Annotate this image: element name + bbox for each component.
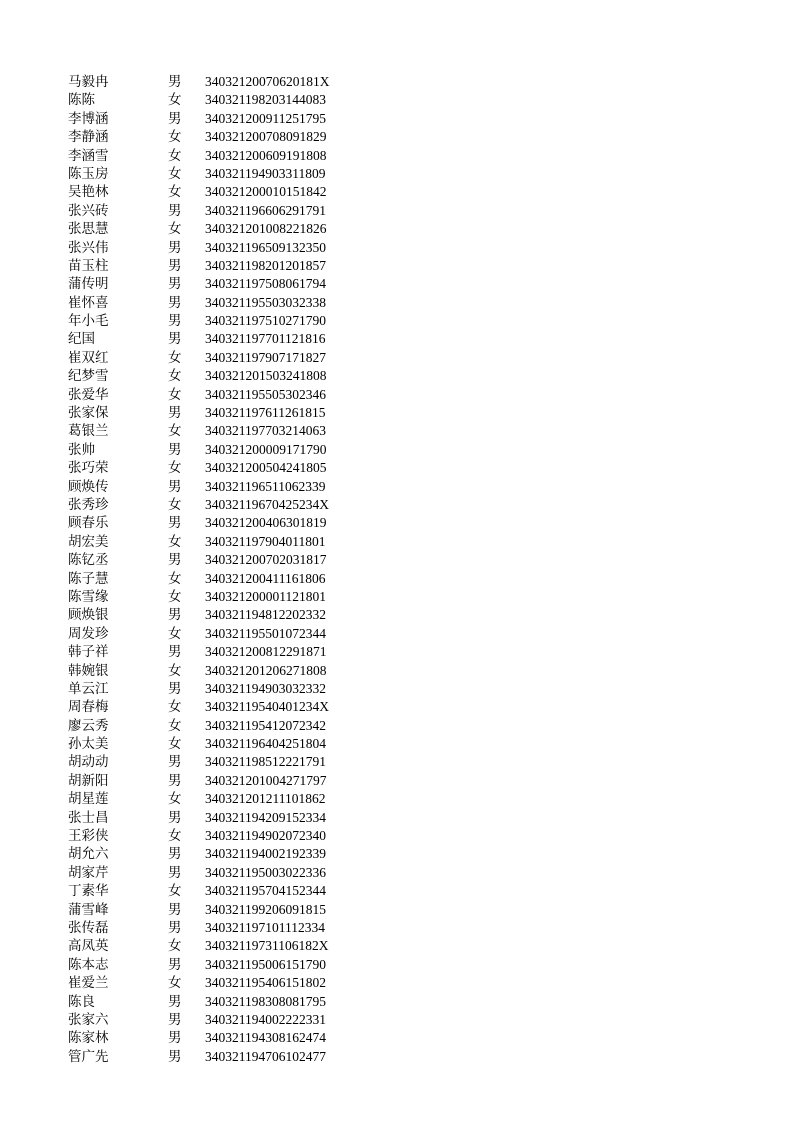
- id-number-cell: 340321194706102477: [205, 1048, 326, 1064]
- name-cell: 顾焕传: [68, 478, 109, 495]
- gender-cell: 男: [168, 257, 182, 274]
- table-row: [0, 110, 793, 128]
- id-number-cell: 340321194902072340: [205, 828, 326, 844]
- name-cell: 胡动动: [68, 754, 109, 771]
- table-row: [0, 643, 793, 661]
- gender-cell: 女: [168, 662, 182, 679]
- table-row: [0, 441, 793, 459]
- name-cell: 纪梦雪: [68, 368, 109, 385]
- gender-cell: 女: [168, 883, 182, 900]
- id-number-cell: 340321197703214063: [205, 423, 326, 439]
- name-cell: 陈钇丞: [68, 552, 109, 569]
- name-cell: 张秀珍: [68, 496, 109, 513]
- table-row: [0, 1029, 793, 1047]
- name-cell: 陈家林: [68, 1030, 109, 1047]
- table-row: [0, 588, 793, 606]
- name-cell: 张传磊: [68, 919, 109, 936]
- table-row: [0, 551, 793, 569]
- name-cell: 崔怀喜: [68, 294, 109, 311]
- id-number-cell: 340321201008221826: [205, 221, 327, 237]
- name-cell: 单云江: [68, 680, 109, 697]
- id-number-cell: 340321194002222331: [205, 1011, 326, 1027]
- table-row: [0, 864, 793, 882]
- table-row: [0, 183, 793, 201]
- id-number-cell: 340321197611261815: [205, 405, 326, 421]
- id-number-cell: 340321196606291791: [205, 202, 326, 218]
- table-row: [0, 459, 793, 477]
- table-row: [0, 275, 793, 293]
- id-number-cell: 340321197701121816: [205, 331, 326, 347]
- name-cell: 廖云秀: [68, 717, 109, 734]
- name-cell: 管广先: [68, 1048, 109, 1065]
- table-row: [0, 937, 793, 955]
- name-cell: 李静涵: [68, 129, 109, 146]
- gender-cell: 男: [168, 644, 182, 661]
- gender-cell: 男: [168, 276, 182, 293]
- gender-cell: 女: [168, 184, 182, 201]
- gender-cell: 男: [168, 956, 182, 973]
- gender-cell: 男: [168, 294, 182, 311]
- gender-cell: 女: [168, 975, 182, 992]
- table-row: [0, 294, 793, 312]
- name-cell: 崔双红: [68, 349, 109, 366]
- id-number-cell: 340321200702031817: [205, 552, 327, 568]
- name-cell: 马毅冉: [68, 74, 109, 90]
- id-number-cell: 340321197907171827: [205, 349, 326, 365]
- table-row: [0, 974, 793, 992]
- gender-cell: 男: [168, 1030, 182, 1047]
- name-cell: 顾春乐: [68, 515, 109, 532]
- name-cell: 周春梅: [68, 699, 109, 716]
- table-row: [0, 1048, 793, 1066]
- gender-cell: 女: [168, 165, 182, 182]
- gender-cell: 男: [168, 1048, 182, 1065]
- name-cell: 陈良: [68, 993, 95, 1010]
- table-row: [0, 809, 793, 827]
- name-cell: 胡允六: [68, 846, 109, 863]
- id-number-cell: 340321201503241808: [205, 368, 327, 384]
- table-row: [0, 662, 793, 680]
- name-cell: 李博涵: [68, 110, 109, 127]
- gender-cell: 女: [168, 699, 182, 716]
- name-cell: 张巧荣: [68, 460, 109, 477]
- name-cell: 陈本志: [68, 956, 109, 973]
- table-row: [0, 367, 793, 385]
- gender-cell: 女: [168, 791, 182, 808]
- table-row: [0, 239, 793, 257]
- name-cell: 蒲雪峰: [68, 901, 109, 918]
- name-cell: 陈雪缘: [68, 588, 109, 605]
- gender-cell: 男: [168, 441, 182, 458]
- table-row: [0, 422, 793, 440]
- name-cell: 蒲传明: [68, 276, 109, 293]
- name-cell: 胡宏美: [68, 533, 109, 550]
- gender-cell: 男: [168, 754, 182, 771]
- name-cell: 张帅: [68, 441, 95, 458]
- name-cell: 吴艳林: [68, 184, 109, 201]
- gender-cell: 女: [168, 368, 182, 385]
- id-number-cell: 340321194308162474: [205, 1030, 326, 1046]
- gender-cell: 女: [168, 533, 182, 550]
- gender-cell: 女: [168, 496, 182, 513]
- name-cell: 张爱华: [68, 386, 109, 403]
- name-cell: 孙太美: [68, 736, 109, 753]
- name-cell: 张兴砖: [68, 202, 109, 219]
- gender-cell: 女: [168, 717, 182, 734]
- id-number-cell: 340321200708091829: [205, 129, 327, 145]
- table-row: [0, 404, 793, 422]
- name-cell: 纪国: [68, 331, 95, 348]
- name-cell: 丁素华: [68, 883, 109, 900]
- gender-cell: 男: [168, 331, 182, 348]
- id-number-cell: 340321200009171790: [205, 441, 327, 457]
- gender-cell: 男: [168, 864, 182, 881]
- table-row: [0, 496, 793, 514]
- table-row: [0, 220, 793, 238]
- table-row: [0, 570, 793, 588]
- name-cell: 张家保: [68, 405, 109, 422]
- id-number-cell: 340321195003022336: [205, 864, 326, 880]
- id-number-cell: 340321196509132350: [205, 239, 326, 255]
- id-number-cell: 340321195406151802: [205, 975, 326, 991]
- id-number-cell: 340321200504241805: [205, 460, 327, 476]
- name-cell: 崔爱兰: [68, 975, 109, 992]
- id-number-cell: 340321194812202332: [205, 607, 326, 623]
- table-row: [0, 478, 793, 496]
- id-number-cell: 340321196511062339: [205, 478, 326, 494]
- id-number-cell: 340321200411161806: [205, 570, 326, 586]
- name-cell: 陈陈: [68, 92, 95, 109]
- table-row: [0, 625, 793, 643]
- gender-cell: 男: [168, 846, 182, 863]
- table-row: [0, 680, 793, 698]
- id-number-cell: 340321201004271797: [205, 772, 327, 788]
- id-number-cell: 340321200609191808: [205, 147, 327, 163]
- id-number-cell: 340321198203144083: [205, 92, 326, 108]
- gender-cell: 女: [168, 938, 182, 955]
- id-number-cell: 340321198308081795: [205, 993, 326, 1009]
- name-cell: 张思慧: [68, 221, 109, 238]
- table-row: [0, 882, 793, 900]
- gender-cell: 男: [168, 772, 182, 789]
- id-number-cell: 340321198512221791: [205, 754, 326, 770]
- id-number-cell: 340321195501072344: [205, 625, 326, 641]
- id-number-cell: 340321199206091815: [205, 901, 326, 917]
- gender-cell: 男: [168, 809, 182, 826]
- name-cell: 年小毛: [68, 313, 109, 330]
- id-number-cell: 340321200010151842: [205, 184, 327, 200]
- gender-cell: 男: [168, 313, 182, 330]
- id-number-cell: 340321194903032332: [205, 680, 326, 696]
- table-row: [0, 735, 793, 753]
- gender-cell: 男: [168, 239, 182, 256]
- id-number-cell: 340321194209152334: [205, 809, 326, 825]
- gender-cell: 女: [168, 129, 182, 146]
- table-row: [0, 993, 793, 1011]
- gender-cell: 男: [168, 919, 182, 936]
- name-cell: 胡新阳: [68, 772, 109, 789]
- gender-cell: 女: [168, 147, 182, 164]
- gender-cell: 女: [168, 92, 182, 109]
- table-row: [0, 349, 793, 367]
- id-number-cell: 340321194903311809: [205, 165, 326, 181]
- id-number-cell: 340321197904011801: [205, 533, 326, 549]
- name-cell: 韩婉银: [68, 662, 109, 679]
- gender-cell: 女: [168, 386, 182, 403]
- id-number-cell: 340321195704152344: [205, 883, 326, 899]
- name-cell: 韩子祥: [68, 644, 109, 661]
- id-number-cell: 34032119731106182X: [205, 938, 329, 954]
- table-row: [0, 73, 793, 91]
- gender-cell: 女: [168, 423, 182, 440]
- name-cell: 顾焕银: [68, 607, 109, 624]
- table-row: [0, 919, 793, 937]
- table-row: [0, 845, 793, 863]
- table-row: [0, 257, 793, 275]
- table-row: [0, 827, 793, 845]
- gender-cell: 女: [168, 460, 182, 477]
- id-number-cell: 340321195505302346: [205, 386, 326, 402]
- table-row: [0, 533, 793, 551]
- table-row: [0, 128, 793, 146]
- table-row: [0, 606, 793, 624]
- gender-cell: 女: [168, 349, 182, 366]
- id-number-cell: 340321195412072342: [205, 717, 326, 733]
- id-number-cell: 340321195006151790: [205, 956, 326, 972]
- table-row: [0, 901, 793, 919]
- gender-cell: 男: [168, 405, 182, 422]
- table-row: [0, 717, 793, 735]
- gender-cell: 女: [168, 828, 182, 845]
- table-row: [0, 1011, 793, 1029]
- table-row: [0, 202, 793, 220]
- gender-cell: 男: [168, 552, 182, 569]
- gender-cell: 男: [168, 607, 182, 624]
- gender-cell: 女: [168, 625, 182, 642]
- id-number-cell: 340321200406301819: [205, 515, 327, 531]
- id-number-cell: 340321200001121801: [205, 588, 326, 604]
- name-cell: 张兴伟: [68, 239, 109, 256]
- table-row: [0, 386, 793, 404]
- id-number-cell: 34032119540401234X: [205, 699, 329, 715]
- gender-cell: 男: [168, 1011, 182, 1028]
- record-list: [0, 73, 793, 1066]
- gender-cell: 女: [168, 588, 182, 605]
- id-number-cell: 340321194002192339: [205, 846, 326, 862]
- id-number-cell: 340321201206271808: [205, 662, 327, 678]
- name-cell: 胡星莲: [68, 791, 109, 808]
- name-cell: 苗玉柱: [68, 257, 109, 274]
- gender-cell: 男: [168, 515, 182, 532]
- id-number-cell: 340321196404251804: [205, 736, 326, 752]
- table-row: [0, 91, 793, 109]
- gender-cell: 男: [168, 680, 182, 697]
- table-row: [0, 514, 793, 532]
- name-cell: 胡家芹: [68, 864, 109, 881]
- gender-cell: 男: [168, 110, 182, 127]
- table-row: [0, 330, 793, 348]
- gender-cell: 男: [168, 993, 182, 1010]
- table-row: [0, 790, 793, 808]
- name-cell: 王彩侠: [68, 828, 109, 845]
- table-row: [0, 147, 793, 165]
- id-number-cell: 340321198201201857: [205, 257, 326, 273]
- gender-cell: 女: [168, 221, 182, 238]
- gender-cell: 女: [168, 736, 182, 753]
- table-row: [0, 772, 793, 790]
- id-number-cell: 340321195503032338: [205, 294, 326, 310]
- name-cell: 张士昌: [68, 809, 109, 826]
- gender-cell: 男: [168, 202, 182, 219]
- id-number-cell: 340321197508061794: [205, 276, 326, 292]
- id-number-cell: 340321200911251795: [205, 110, 326, 126]
- id-number-cell: 34032120070620181X: [205, 74, 330, 89]
- gender-cell: 男: [168, 901, 182, 918]
- name-cell: 周发珍: [68, 625, 109, 642]
- id-number-cell: 340321197510271790: [205, 313, 326, 329]
- table-row: [0, 698, 793, 716]
- id-number-cell: 34032119670425234X: [205, 496, 329, 512]
- table-row: [0, 753, 793, 771]
- table-row: [0, 165, 793, 183]
- name-cell: 张家六: [68, 1011, 109, 1028]
- id-number-cell: 340321197101112334: [205, 919, 325, 935]
- name-cell: 高凤英: [68, 938, 109, 955]
- table-row: [0, 312, 793, 330]
- gender-cell: 女: [168, 570, 182, 587]
- name-cell: 陈玉房: [68, 165, 109, 182]
- id-number-cell: 340321200812291871: [205, 644, 327, 660]
- name-cell: 李涵雪: [68, 147, 109, 164]
- gender-cell: 男: [168, 478, 182, 495]
- name-cell: 陈子慧: [68, 570, 109, 587]
- gender-cell: 男: [168, 74, 182, 90]
- name-cell: 葛银兰: [68, 423, 109, 440]
- table-row: [0, 956, 793, 974]
- id-number-cell: 340321201211101862: [205, 791, 326, 807]
